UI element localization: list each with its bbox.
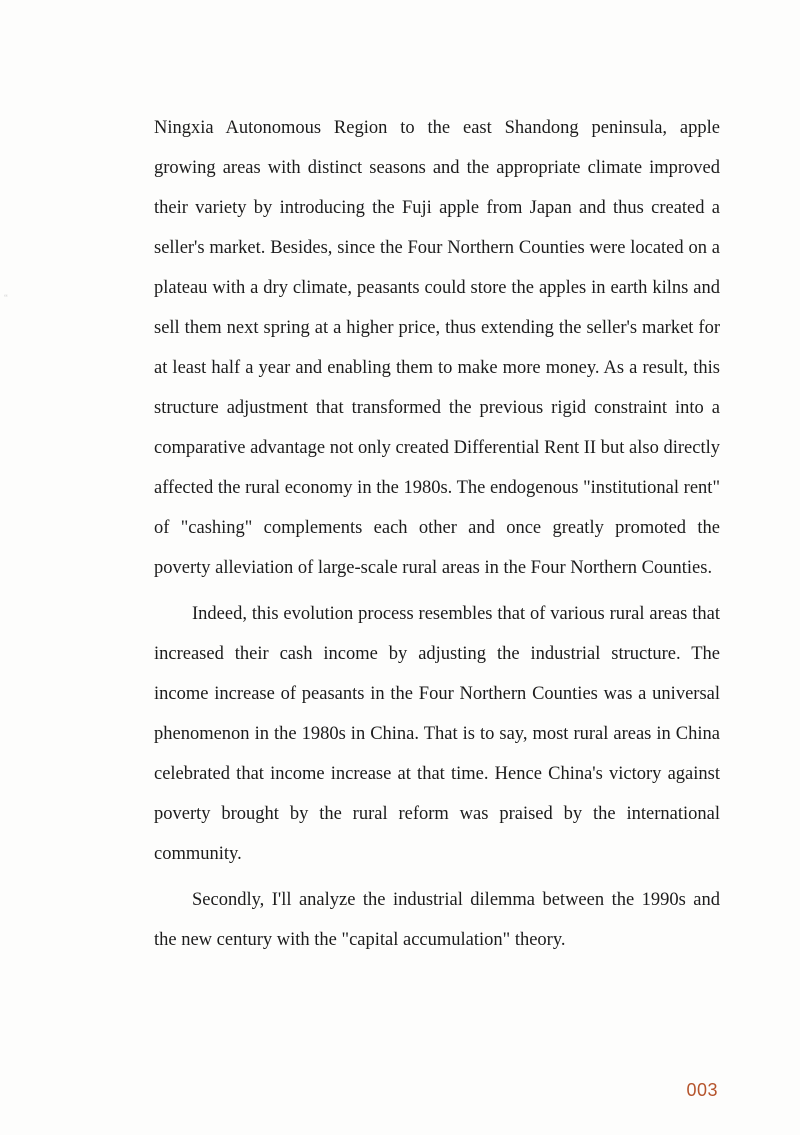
page-number: 003	[686, 1080, 718, 1100]
body-text	[154, 108, 720, 960]
paragraph-1: Ningxia Autonomous Region to the east Shandong peninsula, apple growing areas with distinct seasons and the appropriate climate improved their variety by introducing the Fuji apple from Japan and thus created a seller's market. Besides, since the Four Northern Counties were located on a plateau with a dry climate, peasants could store the apples in earth kilns and sell them next spring at a higher price, thus extending the seller's market for at least half a year and enabling them to make more money. As a result, this structure adjustment that transformed the previous rigid constraint into a comparative advantage not only created Differential Rent II but also directly affected the rural economy in the 1980s. The endogenous "institutional rent" of "cashing" complements each other and once greatly promoted the poverty alleviation of large-scale rural areas in the Four Northern Counties.	[154, 118, 720, 578]
paragraph-3: Secondly, I'll analyze the industrial dilemma between the 1990s and the new century with the "capital accumulation" theory.	[154, 890, 720, 950]
paragraph-2: Indeed, this evolution process resembles that of various rural areas that increased their cash income by adjusting the industrial structure. The income increase of peasants in the Four Northern Counties was a universal phenomenon in the 1980s in China. That is to say, most rural areas in China celebrated that income increase at that time. Hence China's victory against poverty brought by the rural reform was praised by the international community.	[154, 604, 720, 864]
scan-artifact-mark: ‘‘	[4, 293, 8, 303]
